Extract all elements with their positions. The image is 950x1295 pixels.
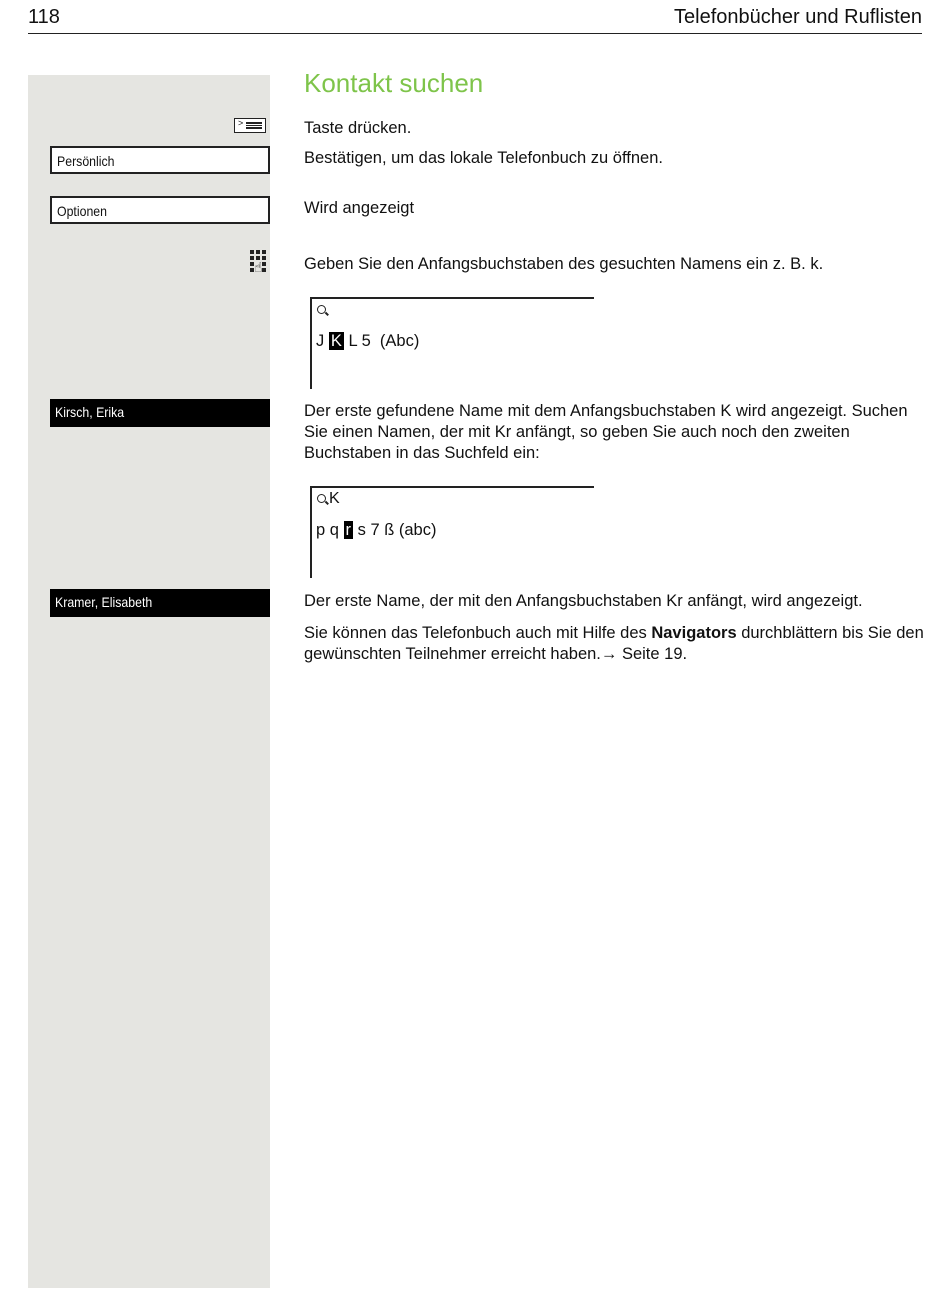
display-search-2 <box>310 486 594 578</box>
step-taste: Taste drücken. <box>304 119 412 137</box>
finger-icon: ☝ <box>254 259 263 275</box>
selected-letter: r <box>345 521 352 539</box>
step-wird-angezeigt: Wird angezeigt <box>304 199 415 217</box>
sidebar <box>28 75 270 1288</box>
search-query: K <box>329 490 340 507</box>
section-title: Kontakt suchen <box>304 68 484 98</box>
display-search-1 <box>310 297 594 389</box>
keypad-icon <box>248 250 268 278</box>
step-bestaetigen: Bestätigen, um das lokale Telefonbuch zu öffnen. <box>304 149 663 167</box>
header-divider <box>28 33 922 34</box>
step-erste-kr: Der erste Name, der mit den Anfangsbuchstaben Kr anfängt, wird angezeigt. <box>304 592 863 610</box>
navigator-term: Navigators <box>651 624 737 642</box>
search-icon <box>317 494 326 503</box>
search-icon <box>317 305 326 314</box>
softkey-result-kirsch[interactable]: Kirsch, Erika <box>50 399 270 427</box>
chapter-title: Telefonbücher und Ruflisten <box>674 6 922 28</box>
softkey-optionen[interactable]: Optionen <box>50 196 270 224</box>
key-letters: J K L 5 (Abc) <box>316 332 420 350</box>
step-geben: Geben Sie den Anfangsbuchstaben des gesuchten Namens ein z. B. k. <box>304 255 824 273</box>
softkey-persoenlich[interactable]: Persönlich <box>50 146 270 174</box>
page-number: 118 <box>28 6 60 28</box>
step-navigator: Sie können das Telefonbuch auch mit Hilfe des Navigators durchblättern bis Sie den gewünschten Teilnehmer erreicht haben.→ Seite 19. <box>304 624 924 663</box>
selected-letter: K <box>330 332 342 350</box>
step-erste-gefunden: Der erste gefundene Name mit dem Anfangsbuchstaben K wird angezeigt. Suchen Sie einen Namen, der mit Kr anfängt, so geben Sie auch noch den zweiten Buchstaben in das Suchfeld ein: <box>304 402 908 462</box>
softkey-result-kramer[interactable]: Kramer, Elisabeth <box>50 589 270 617</box>
key-letters: p q r s 7 ß (abc) <box>316 521 437 539</box>
menu-key-icon: > <box>234 118 266 133</box>
